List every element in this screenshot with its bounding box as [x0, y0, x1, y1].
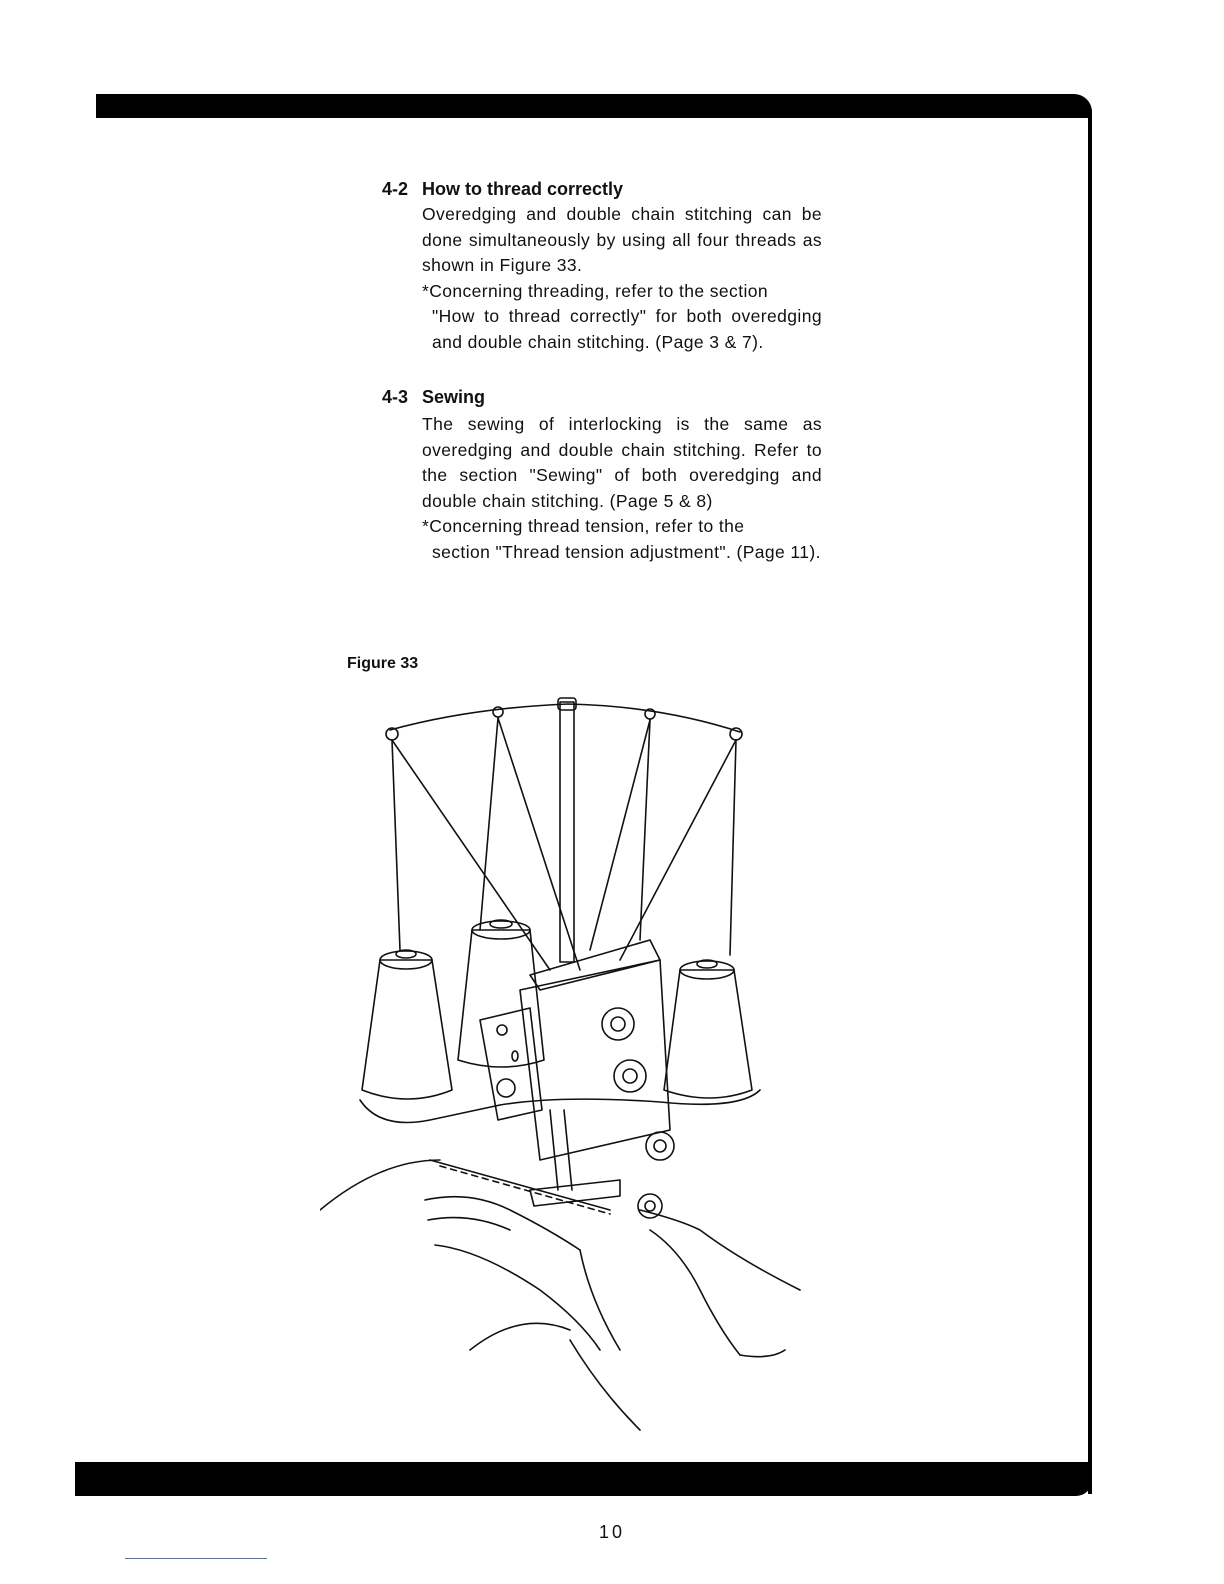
section-4-3 — [382, 386, 822, 565]
antenna-eyelet-mid-left — [493, 707, 503, 717]
bottom-border-bar — [75, 1462, 1092, 1496]
needle-bar — [564, 1110, 572, 1190]
section-heading — [382, 178, 822, 200]
section-heading — [382, 386, 822, 408]
section-body: Overedging and double chain stitching can be done simultaneously by using all four threads as shown in Figure 33. — [422, 204, 822, 275]
left-hand — [320, 1160, 620, 1350]
page-number: 10 — [598, 1522, 626, 1542]
figure-caption: Figure 33 — [347, 655, 419, 672]
tension-dial — [646, 1132, 674, 1160]
section-4-2 — [382, 178, 822, 355]
stand-pole — [560, 702, 574, 962]
thread-cone-back — [458, 920, 544, 1067]
needle-bar — [550, 1110, 558, 1190]
serger-threading-illustration — [320, 690, 820, 1440]
thread-stand-antenna — [390, 704, 740, 732]
section-title: How to thread correctly — [422, 179, 624, 199]
footer-rule — [125, 1558, 267, 1559]
section-body: The sewing of interlocking is the same as overedging and double chain stitching. Refer to the section "Sewing" of both overedging and double chain stitching. (Page 5 & 8) — [422, 414, 822, 511]
antenna-eyelet-right — [730, 728, 742, 740]
thread-cone-left — [362, 950, 452, 1099]
tension-dial — [614, 1060, 646, 1092]
thread-line — [392, 740, 400, 950]
thread-line — [730, 740, 736, 955]
section-number: 4-3 — [382, 387, 409, 407]
fabric-stitch-line — [440, 1166, 610, 1214]
right-border-rule — [1088, 110, 1092, 1494]
tension-dial — [602, 1008, 634, 1040]
section-title: Sewing — [422, 387, 486, 407]
thread-line — [480, 718, 498, 930]
serger-machine-body — [480, 940, 670, 1160]
thread-line — [620, 740, 736, 960]
section-number: 4-2 — [382, 179, 409, 199]
thread-line — [498, 718, 580, 970]
section-note — [422, 514, 822, 565]
section-note — [422, 279, 822, 356]
thread-cone-right — [664, 960, 752, 1098]
presser-foot — [530, 1180, 620, 1206]
fabric-edge — [430, 1160, 610, 1210]
stand-base — [360, 1090, 760, 1123]
top-border-bar — [96, 94, 1092, 118]
note-rest: "How to thread correctly" for both overedging and double chain stitching. (Page 3 & 7). — [432, 306, 822, 352]
note-lead: *Concerning thread tension, refer to the — [422, 516, 745, 536]
note-lead: *Concerning threading, refer to the section — [422, 280, 769, 301]
note-rest: section "Thread tension adjustment". (Page 11). — [432, 541, 821, 562]
